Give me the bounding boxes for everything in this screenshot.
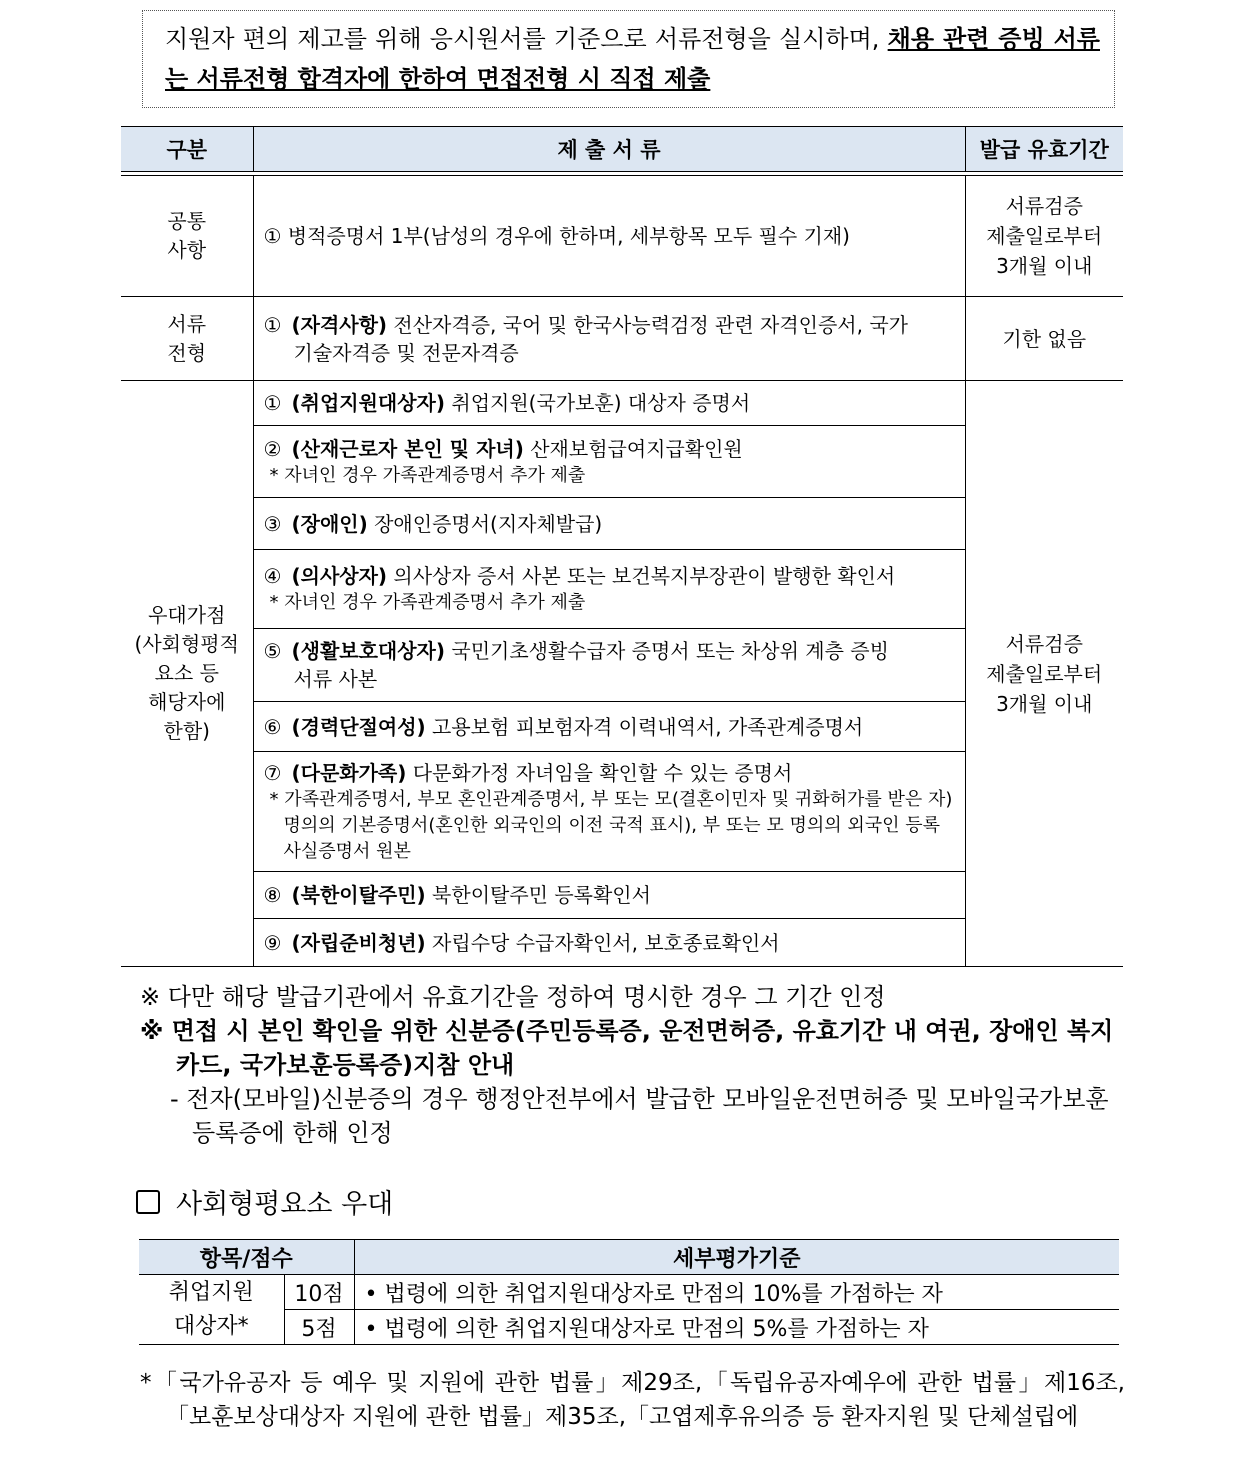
document-table-header — [121, 127, 1123, 172]
criteria-score: 5점 — [284, 1310, 354, 1345]
row-screening — [121, 297, 1123, 381]
validity-common: 서류검증 제출일로부터 3개월 이내 — [965, 176, 1123, 297]
notice-text: 지원자 편의 제고를 위해 응시원서를 기준으로 서류전형을 실시하며, — [165, 25, 888, 53]
criteria-text: • 법령에 의한 취업지원대상자로 만점의 10%를 가점하는 자 — [354, 1275, 1119, 1310]
criteria-score: 10점 — [284, 1275, 354, 1310]
pref-item: ⑥ (경력단절여성) 고용보험 피보험자격 이력내역서, 가족관계증명서 — [253, 702, 965, 752]
category-preferential: 우대가점 (사회형평적 요소 등 해당자에 한함) — [121, 381, 253, 967]
notice-emphasis: 채용 관련 증빙 서류는 서류전형 합격자에 한하여 면접전형 시 직접 제출 — [165, 25, 1100, 93]
pref-item: ② (산재근로자 본인 및 자녀) 산재보험급여지급확인원 * 자녀인 경우 가족관계증명서 추가 제출 — [253, 426, 965, 498]
criteria-text: • 법령에 의한 취업지원대상자로 만점의 5%를 가점하는 자 — [354, 1310, 1119, 1345]
criteria-item: 취업지원 대상자* — [139, 1275, 284, 1345]
item-military-certificate: ① 병적증명서 1부(남성의 경우에 한하며, 세부항목 모두 필수 기재) — [253, 176, 965, 297]
criteria-table — [139, 1239, 1119, 1345]
pref-item: ④ (의사상자) 의사상자 증서 사본 또는 보건복지부장관이 발행한 확인서 * 자녀인 경우 가족관계증명서 추가 제출 — [253, 550, 965, 629]
checkbox-square-icon — [136, 1190, 160, 1214]
header-validity: 발급 유효기간 — [965, 127, 1123, 172]
item-qualifications: ① (자격사항) 전산자격증, 국어 및 한국사능력검정 관련 자격인증서, 국가 기술자격증 및 전문자격증 — [253, 297, 965, 381]
document-table — [121, 126, 1123, 967]
row-common — [121, 176, 1123, 297]
remarks — [140, 980, 1125, 1150]
pref-item: ⑨ (자립준비청년) 자립수당 수급자확인서, 보호종료확인서 — [253, 919, 965, 967]
pref-item: ⑦ (다문화가족) 다문화가정 자녀임을 확인할 수 있는 증명서 * 가족관계증명서, 부모 혼인관계증명서, 부 또는 모(결혼이민자 및 귀화허가를 받은 자) 명의의 기본증명서(혼인한 외국인의 이전 국적 표시), 부 또는 모 명의의 외국인 등록사실증명서 원본 — [253, 752, 965, 872]
notice-box — [142, 10, 1115, 108]
category-screening: 서류 전형 — [121, 297, 253, 381]
header-criteria: 세부평가기준 — [354, 1240, 1119, 1275]
pref-item: ⑧ (북한이탈주민) 북한이탈주민 등록확인서 — [253, 872, 965, 919]
footnote-text: *「국가유공자 등 예우 및 지원에 관한 법률」제29조,「독립유공자예우에 관한 법률」제16조,「보훈보상대상자 지원에 관한 법률」제35조,「고엽제후유의증 등 환자지원 및 단체설립에 — [140, 1370, 1125, 1430]
criteria-row — [139, 1310, 1119, 1345]
remark-id-card: ※ 면접 시 본인 확인을 위한 신분증(주민등록증, 운전면허증, 유효기간 내 여권, 장애인 복지카드, 국가보훈등록증)지참 안내 — [140, 1017, 1114, 1079]
validity-preferential: 서류검증 제출일로부터 3개월 이내 — [965, 381, 1123, 967]
pref-item: ⑤ (생활보호대상자) 국민기초생활수급자 증명서 또는 차상위 계층 증빙 서류 사본 — [253, 629, 965, 702]
remark-validity: ※ 다만 해당 발급기관에서 유효기간을 정하여 명시한 경우 그 기간 인정 — [140, 983, 886, 1011]
footnote — [140, 1366, 1125, 1434]
remark-mobile-id: - 전자(모바일)신분증의 경우 행정안전부에서 발급한 모바일운전면허증 및 모바일국가보훈등록증에 한해 인정 — [170, 1085, 1109, 1147]
pref-item: ① (취업지원대상자) 취업지원(국가보훈) 대상자 증명서 — [253, 381, 965, 426]
row-pref-1 — [121, 381, 1123, 426]
header-item-score: 항목/점수 — [139, 1240, 354, 1275]
section-heading — [136, 1182, 393, 1221]
validity-screening: 기한 없음 — [965, 297, 1123, 381]
section-title: 사회형평요소 우대 — [176, 1189, 394, 1220]
criteria-row — [139, 1275, 1119, 1310]
header-category: 구분 — [121, 127, 253, 172]
header-documents: 제 출 서 류 — [253, 127, 965, 172]
pref-item: ③ (장애인) 장애인증명서(지자체발급) — [253, 498, 965, 550]
category-common: 공통 사항 — [121, 176, 253, 297]
criteria-header — [139, 1240, 1119, 1275]
